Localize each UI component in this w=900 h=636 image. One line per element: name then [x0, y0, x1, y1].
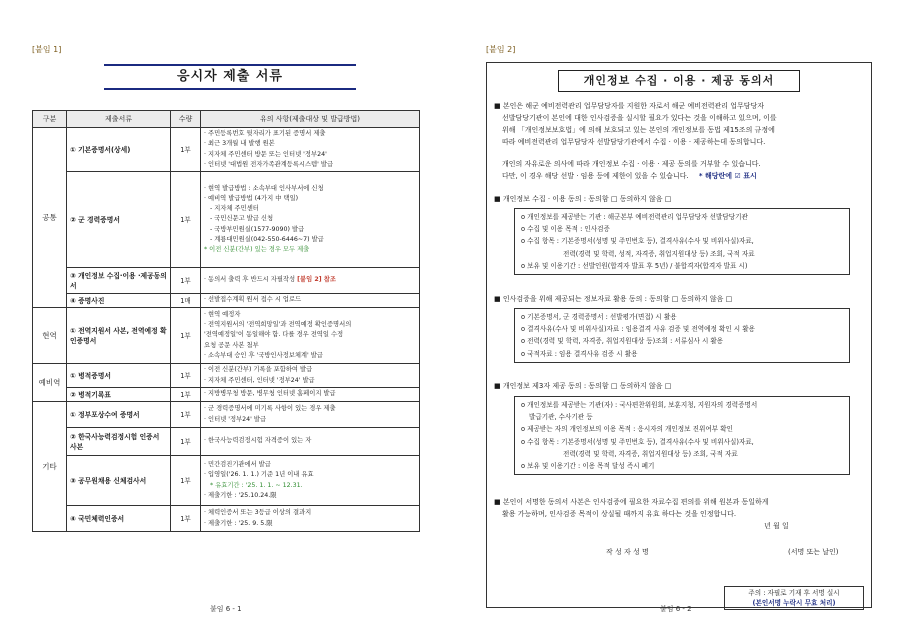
note-line: · 현역 예정자: [204, 310, 241, 318]
detail-line: o 보유 및 이용기간 : 이용 목적 달성 즉시 폐기: [521, 462, 655, 471]
doc-name: ③ 개인정보 수집·이용 ·제공동의서: [67, 268, 171, 294]
doc-name: ② 병적기록표: [67, 388, 171, 402]
category-other: 기타: [33, 402, 67, 532]
header-quantity: 수량: [171, 111, 201, 128]
doc-name: ② 한국사능력검정시험 인증서 사본: [67, 428, 171, 456]
doc-notes: [201, 172, 420, 268]
intro-line: ■ 본인은 해군 예비전력관리 업무담당자를 지원한 자로서 해군 예비전력관리 업무담당자: [494, 102, 765, 110]
doc-notes: [201, 456, 420, 506]
doc-notes: · 지방병무청 방문, 병무청 인터넷 홈페이지 발급: [201, 388, 420, 402]
detail-line: o 전력(경력 및 학력, 자격증, 취업지원대상 등)조회 : 서류심사 시 활용: [521, 337, 724, 346]
detail-line: o 제공받는 자의 개인정보의 이용 목적 : 응시자의 개인정보 진위여부 확인: [521, 425, 733, 434]
table-row: [33, 268, 420, 294]
detail-line: 발급기관, 수사기관 등: [529, 413, 593, 422]
table-row: [33, 294, 420, 308]
doc-qty: 1부: [171, 456, 201, 506]
doc-notes: [201, 268, 420, 294]
doc-qty: 1부: [171, 172, 201, 268]
closing-line: ■ 본인이 서명한 동의서 사본은 인사검증에 필요한 자료수집 편의를 위해 원본과 동일하게: [494, 498, 769, 506]
table-row: [33, 428, 420, 456]
note-line: · 인터넷 '정부24' 발급: [204, 415, 267, 423]
detail-line: o 수집 및 이용 목적 : 인사검증: [521, 225, 610, 234]
doc-qty: 1부: [171, 428, 201, 456]
detail-line: o 수집 항목 : 기본증명서(성명 및 주민번호 등), 결격사유(수사 및 비위사실)자료,: [521, 237, 754, 246]
note-line: · 지자체 주민센터 방문 또는 인터넷 '정부24': [204, 150, 327, 158]
doc-name: ② 군 경력증명서: [67, 172, 171, 268]
table-row: [33, 456, 420, 506]
warning-line: 주의 : 자필로 기재 후 서명 실시: [748, 589, 840, 597]
section-third-party-box: [514, 396, 850, 475]
note-line: · 현역 발급방법 : 소속부대 인사부서에 신청: [204, 184, 324, 192]
note-line: · 체력인증서 또는 3등급 이상의 결과지: [204, 509, 312, 517]
detail-line: 전력(경력 및 학력, 자격증, 취업지원대상 등) 조회, 국적 자료: [563, 449, 738, 458]
doc-qty: 1부: [171, 268, 201, 294]
attachment-ref: [붙임 2] 참조: [297, 276, 336, 284]
doc-notes: · 한국사능력검정시험 자격증이 있는 자: [201, 428, 420, 456]
doc-notes: [201, 128, 420, 172]
doc-notes: [201, 402, 420, 428]
page-title: 응시자 제출 서류: [104, 64, 356, 90]
doc-name: ① 전역지원서 사본, 전역예정 확인증명서: [67, 308, 171, 364]
header-category: 구분: [33, 111, 67, 128]
detail-line: o 개인정보를 제공받는 기관(자) : 국사편찬위원회, 보훈지청, 지원자의 경력증명서: [521, 401, 758, 409]
detail-line: o 기본증명서, 군 경력증명서 : 선발평가(면접) 시 활용: [521, 313, 677, 321]
warning-line: (본인서명 누락시 무효 처리): [752, 599, 836, 607]
detail-line: 전력(경력 및 학력, 성적, 자격증, 취업지원대상 등) 조회, 국적 자료: [563, 249, 755, 258]
doc-qty: 1부: [171, 388, 201, 402]
consent-title: 개인정보 수집 · 이용 · 제공 동의서: [558, 70, 800, 92]
doc-qty: 1부: [171, 364, 201, 388]
note-highlight: * 유효기간 : '25. 1. 1. ~ 12.31.: [210, 481, 303, 489]
note-line: 개인의 자유로운 의사에 따라 개인정보 수집 · 이용 · 제공 동의를 거부할 수 있습니다.: [502, 160, 761, 168]
note-line: - 국민신문고 발급 신청: [210, 215, 274, 223]
table-row: [33, 388, 420, 402]
mark-note: * 해당란에 ☑ 표시: [698, 172, 757, 180]
note-line: - 지자체 주민센터: [210, 205, 259, 213]
note-line: - 계룡대민원실(042-550-6446~7) 발급: [210, 235, 324, 243]
note-line: · 인터넷 '대법원 전자가족관계등록시스템' 발급: [204, 160, 334, 168]
doc-qty: 1매: [171, 294, 201, 308]
doc-name: ① 기본증명서(상세): [67, 128, 171, 172]
note-line: · 제출기한 : '25.10.24.限: [204, 491, 277, 499]
detail-line: o 수집 항목 : 기본증명서(성명 및 주민번호 등), 결격사유(수사 및 비위사실)자료,: [521, 437, 754, 446]
header-document: 제출서류: [67, 111, 171, 128]
doc-name: ① 병적증명서: [67, 364, 171, 388]
table-header-row: [33, 111, 420, 128]
warning-box: [724, 586, 864, 610]
date-line: 년 월 일: [764, 522, 789, 530]
table-row: [33, 402, 420, 428]
section-collection-box: [514, 208, 850, 275]
doc-name: ④ 증명사진: [67, 294, 171, 308]
doc-notes: [201, 364, 420, 388]
note-line: · 민간검진기관에서 발급: [204, 461, 271, 469]
submission-table: [32, 110, 420, 532]
doc-qty: 1부: [171, 128, 201, 172]
note-line: · 군 경력증명서에 미기록 사항이 있는 경우 제출: [204, 405, 336, 413]
note-line: · 이전 신분(간부) 기록을 포함하여 발급: [204, 366, 313, 374]
table-row: [33, 172, 420, 268]
table-row: [33, 506, 420, 532]
doc-notes: · 선발접수계획 원서 접수 시 업로드: [201, 294, 420, 308]
attachment-tag: [붙임 2]: [486, 45, 516, 54]
header-notes: 유의 사항(제출대상 및 발급방법): [201, 111, 420, 128]
note-highlight: * 이전 신분(간부) 있는 경우 모두 제출: [204, 246, 310, 253]
page-footer: 붙임 6 - 2: [660, 605, 692, 613]
attachment-tag: [붙임 1]: [32, 45, 62, 54]
section-third-party-head: ■ 개인정보 제3자 제공 동의 : 동의함 □ 동의하지 않음 □: [494, 382, 672, 390]
category-reserve: 예비역: [33, 364, 67, 402]
intro-line: 선발담당기관이 본인에 대한 인사검증을 실시할 필요가 있다는 것을 이해하고 있으며, 이를: [502, 114, 777, 122]
note-line: · 동의서 출력 후 반드시 자필작성: [204, 276, 296, 284]
doc-notes: [201, 506, 420, 532]
note-line: · 최근 3개월 내 발행 원본: [204, 140, 275, 148]
note-line: '전역예정일'이 동일해야 함. 다를 경우 전역일 수정: [204, 331, 344, 339]
doc-qty: 1부: [171, 402, 201, 428]
detail-line: o 보유 및 이용기간 : 선발인원(합격자 발표 후 5년) / 불합격자(합격자 발표 시): [521, 261, 748, 270]
consent-note: [494, 158, 858, 182]
table-row: [33, 308, 420, 364]
table-row: [33, 364, 420, 388]
note-line: - 국방부민원실(1577-9090) 발급: [210, 225, 305, 233]
doc-name: ③ 공무원채용 신체검사서: [67, 456, 171, 506]
note-line: · 지자체 주민센터, 인터넷 '정부24' 발급: [204, 376, 315, 384]
note-line: 다만, 이 경우 해당 선발 · 임용 등에 제한이 있을 수 있습니다.: [502, 172, 689, 180]
doc-name: ① 정부포상수여 증명서: [67, 402, 171, 428]
note-line: · 예비역 발급방법 (4가지 中 택일): [204, 194, 299, 202]
doc-qty: 1부: [171, 308, 201, 364]
section-usage-box: [514, 308, 850, 363]
page-footer: 붙임 6 - 1: [210, 605, 242, 613]
intro-paragraph: [494, 100, 858, 148]
note-line: · 입영일('26. 1. 1.) 기준 1년 이내 유효: [204, 471, 314, 479]
detail-line: o 결격사유(수사 및 비위사실)자료 : 임용결격 사유 검증 및 전역예정 확인 시 활용: [521, 325, 756, 334]
doc-qty: 1부: [171, 506, 201, 532]
note-line: · 제출기한 : '25. 9. 5.限: [204, 519, 273, 527]
note-line: · 전역지원서의 '전역희망일'과 전역예정 확인증명서의: [204, 321, 352, 329]
intro-line: 위해 「개인정보보호법」에 의해 보호되고 있는 본인의 개인정보를 동법 제15조의 규정에: [502, 126, 775, 134]
signer-line: 작 성 자 성 명: [606, 548, 649, 556]
category-common: 공통: [33, 128, 67, 308]
section-usage-head: ■ 인사검증을 위해 제공되는 정보자료 활용 동의 : 동의함 □ 동의하지 않음 □: [494, 295, 733, 303]
table-row: [33, 128, 420, 172]
closing-line: 활용 가능하며, 인사검증 목적이 상실될 때까지 유효 하다는 것을 인정합니다.: [502, 510, 737, 518]
doc-name: ④ 국민체력인증서: [67, 506, 171, 532]
intro-line: 따라 예비전력관리 업무담당자 선발담당기관에서 수집 · 이용 · 제공하는데 동의합니다.: [502, 138, 766, 146]
detail-line: o 국적자료 : 임용 결격사유 검증 시 활용: [521, 349, 638, 358]
note-line: · 소속부대 승인 후 '국방인사정보체계' 발급: [204, 351, 323, 359]
signature-field[interactable]: (서명 또는 날인): [788, 548, 839, 556]
detail-line: o 개인정보를 제공받는 기관 : 해군본부 예비전력관리 업무담당자 선발담당기관: [521, 213, 748, 221]
section-collection-head: ■ 개인정보 수집 · 이용 동의 : 동의함 □ 동의하지 않음 □: [494, 195, 672, 203]
closing-paragraph: [494, 496, 858, 520]
doc-notes: [201, 308, 420, 364]
note-line: · 주민등록번호 뒷자리가 표기된 증명서 제출: [204, 130, 326, 138]
note-line: 요청 공문 사본 첨부: [204, 341, 259, 349]
category-active: 현역: [33, 308, 67, 364]
